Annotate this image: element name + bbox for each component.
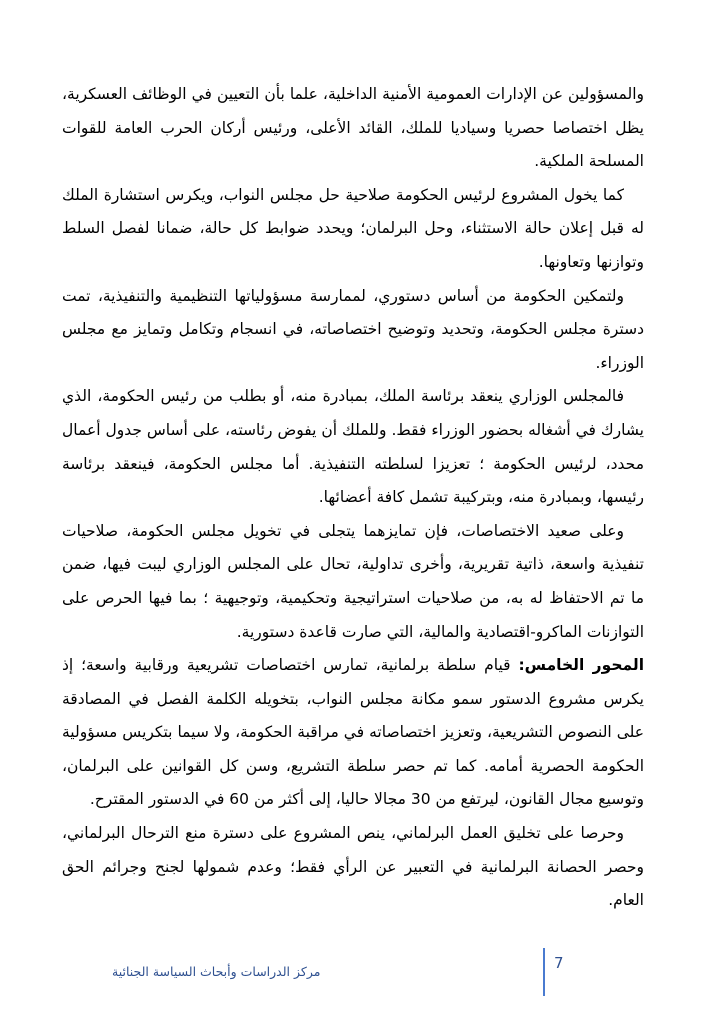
paragraph-6: [62, 649, 644, 817]
axis-five-label: المحور الخامس:: [518, 656, 645, 675]
paragraph-7: وحرصا على تخليق العمل البرلماني، ينص المشروع على دسترة منع الترحال البرلماني، وحصر الحصانة البرلمانية في التعبير عن الرأي فقط؛ وعدم شمولها لجنح وجرائم الحق العام.: [62, 824, 644, 910]
paragraph-5: وعلى صعيد الاختصاصات، فإن تمايزهما يتجلى في تخويل مجلس الحكومة، صلاحيات تنفيذية واسعة، ذاتية تقريرية، وأخرى تداولية، تحال على المجلس الوزاري ليبت فيها، ضمن ما تم الاحتفاظ له به، من صلاحيات استراتيجية وتحكيمية، وتوجيهية ؛ بما فيها الحرص على التوازنات الماكرو-اقتصادية والمالية، التي صارت قاعدة دستورية.: [62, 521, 644, 641]
footer-center-name: مركز الدراسات وأبحاث السياسة الجنائية: [112, 964, 321, 979]
page-number: 7: [554, 954, 564, 972]
page-body: [62, 78, 644, 918]
paragraph-1: والمسؤولين عن الإدارات العمومية الأمنية الداخلية، علما بأن التعيين في الوظائف العسكرية، يظل اختصاصا حصريا وسياديا للملك، القائد الأعلى، ورئيس أركان الحرب العامة للقوات المسلحة الملكية.: [62, 85, 644, 171]
footer-divider: [543, 948, 545, 996]
paragraph-6-text: قيام سلطة برلمانية، تمارس اختصاصات تشريعية ورقابية واسعة؛ إذ يكرس مشروع الدستور سمو مكانة مجلس النواب، بتخويله الكلمة الفصل في المصادقة على النصوص التشريعية، وتعزيز اختصاصاته في مراقبة الحكومة، ولا سيما بتكريس مسؤولية الحكومة الحصرية أمامه. كما تم حصر سلطة التشريع، وسن كل القوانين على البرلمان، وتوسيع مجال القانون، ليرتفع من 30 مجالا حاليا، إلى أكثر من 60 في الدستور المقترح.: [62, 656, 644, 809]
paragraph-2: كما يخول المشروع لرئيس الحكومة صلاحية حل مجلس النواب، ويكرس استشارة الملك له قبل إعلان حالة الاستثناء، وحل البرلمان؛ ويحدد ضوابط كل حالة، ضمانا لفصل السلط وتوازنها وتعاونها.: [62, 185, 644, 271]
paragraph-4: فالمجلس الوزاري ينعقد برئاسة الملك، بمبادرة منه، أو بطلب من رئيس الحكومة، الذي يشارك في أشغاله بحضور الوزراء فقط. وللملك أن يفوض رئاسته، على أساس جدول أعمال محدد، لرئيس الحكومة ؛ تعزيزا لسلطته التنفيذية. أما مجلس الحكومة، فينعقد برئاسة رئيسها، وبمبادرة منه، وبتركيبة تشمل كافة أعضائها.: [62, 387, 644, 507]
paragraph-3: ولتمكين الحكومة من أساس دستوري، لممارسة مسؤولياتها التنظيمية والتنفيذية، تمت دسترة مجلس الحكومة، وتحديد وتوضيح اختصاصاته، في انسجام وتكامل وتمايز مع مجلس الوزراء.: [62, 286, 644, 372]
page-footer: [0, 944, 728, 996]
